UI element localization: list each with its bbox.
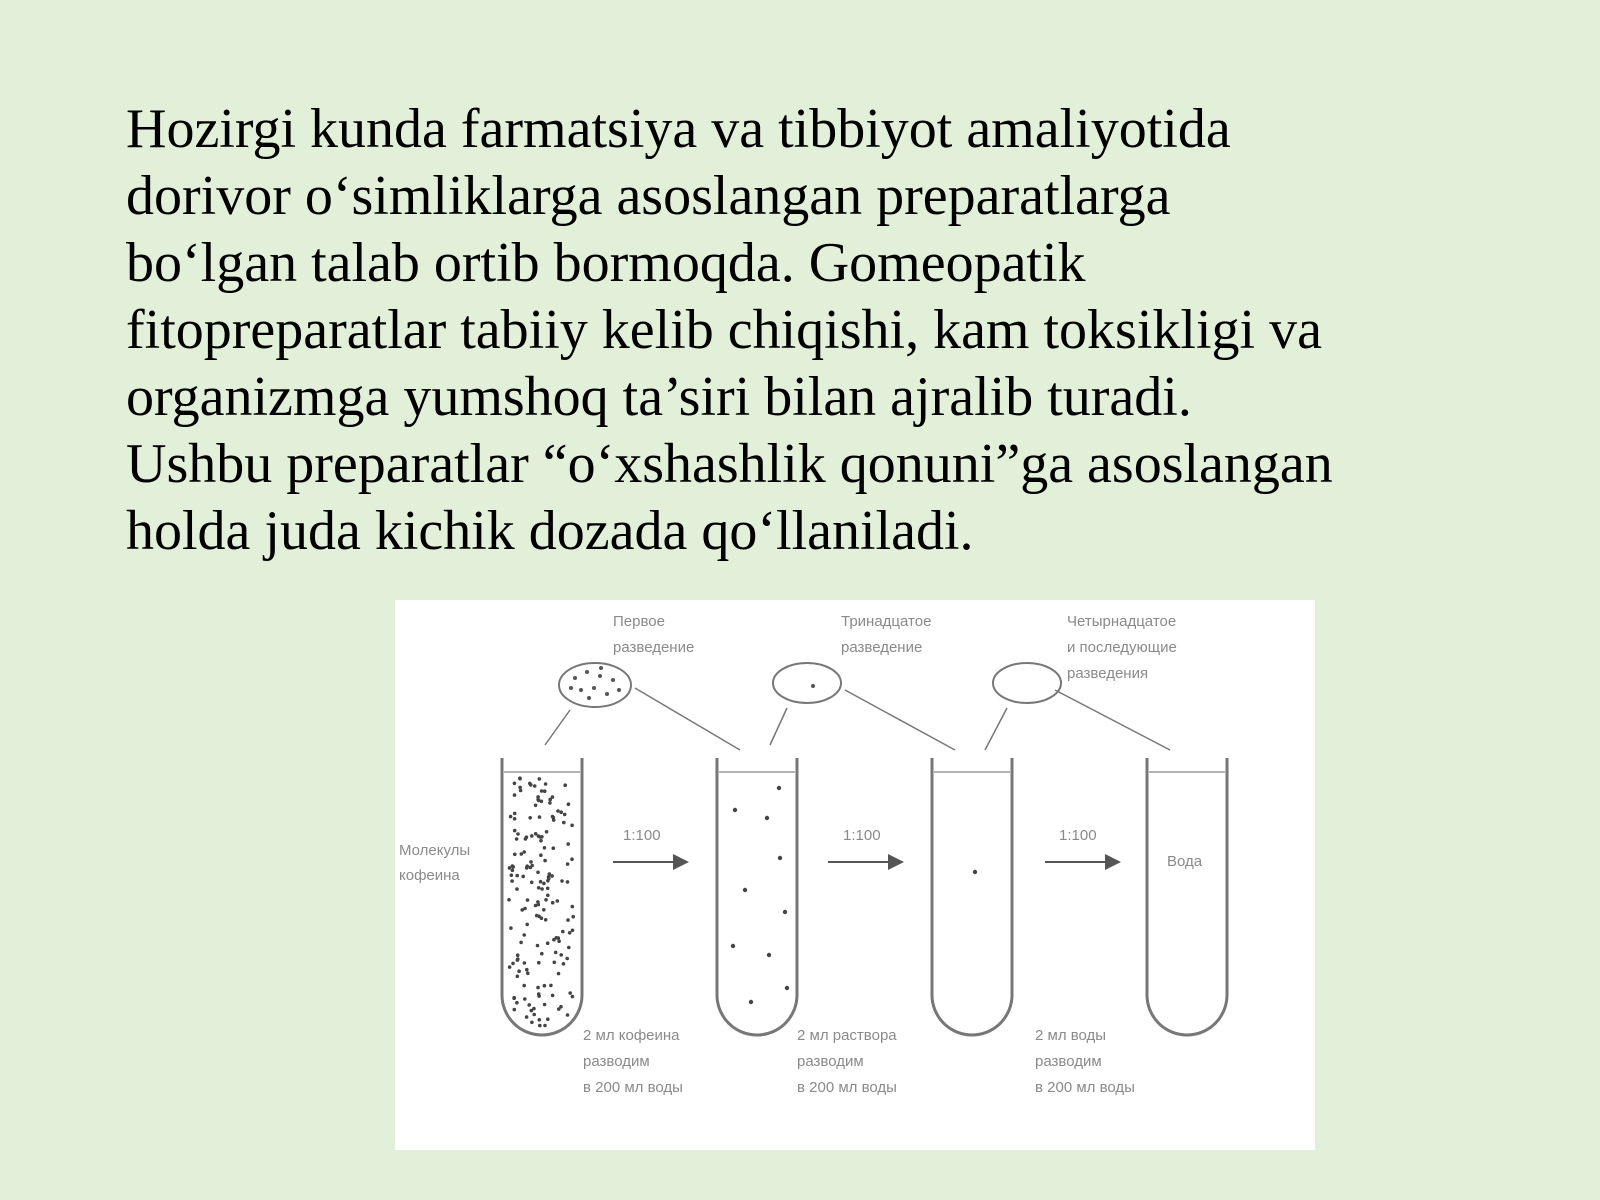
molecule-dot — [556, 899, 560, 903]
molecule-dot — [543, 1024, 547, 1028]
molecule-dot — [509, 926, 513, 930]
molecule-dot — [557, 972, 561, 976]
molecule-dot — [542, 882, 546, 886]
molecule-dot — [537, 886, 541, 890]
text-line: fitopreparatlar tabiiy kelib chiqishi, kam toksikligi va — [126, 299, 1322, 361]
molecule-dot — [510, 873, 514, 877]
molecule-dot — [553, 961, 557, 965]
molecule-dot — [536, 900, 540, 904]
molecule-dot — [528, 816, 532, 820]
molecule-dot — [561, 930, 565, 934]
molecule-dot — [544, 918, 548, 922]
molecule-dot — [536, 798, 540, 802]
molecule-dot — [546, 894, 550, 898]
molecule-dot — [546, 887, 550, 891]
thirteenth-dilution-label-line1: Тринадцатое — [841, 613, 932, 630]
bottom-label-2-line2: разводим — [797, 1053, 864, 1070]
molecule-dot — [538, 835, 542, 839]
molecule-dot — [566, 880, 570, 884]
bottom-label-1-line3: в 200 мл воды — [583, 1079, 683, 1096]
fourteenth-dilution-label-line1: Четырнадцатое — [1067, 613, 1177, 630]
molecule-dot — [551, 901, 555, 905]
molecule-dot — [513, 829, 517, 833]
molecule-dot — [529, 783, 533, 787]
molecule-dot — [548, 872, 552, 876]
molecule-dot — [546, 1017, 550, 1021]
dilution-diagram-svg — [395, 600, 1315, 1150]
molecule-dot — [539, 839, 543, 843]
test-tube-2 — [717, 758, 797, 1035]
molecule-dot — [540, 952, 544, 956]
molecule-dot — [522, 984, 526, 988]
molecule-dot — [554, 951, 558, 955]
bottom-label-1-line2: разводим — [583, 1053, 650, 1070]
molecule-dot — [539, 880, 543, 884]
molecule-dot — [563, 813, 567, 817]
molecule-dot — [522, 933, 526, 937]
bottom-label-3-line2: разводим — [1035, 1053, 1102, 1070]
molecule-dot — [566, 1013, 570, 1017]
molecule-dot — [529, 860, 533, 864]
molecule-dot — [536, 871, 540, 875]
molecule-dot — [568, 931, 572, 935]
molecule-dot — [566, 862, 570, 866]
molecule-dot — [513, 812, 517, 816]
molecule-dot — [537, 992, 541, 996]
molecule-dot — [543, 1003, 547, 1007]
molecule-dot — [525, 923, 529, 927]
molecule-dot — [552, 818, 556, 822]
caffeine-molecules — [507, 776, 575, 1027]
molecule-dot — [538, 1018, 542, 1022]
molecule-dot — [523, 907, 527, 911]
molecule-dot — [559, 810, 563, 814]
molecule-dot — [545, 830, 549, 834]
molecule-dot — [539, 853, 543, 857]
molecule-dot — [513, 782, 517, 786]
molecule-dot — [567, 802, 571, 806]
molecule-dot — [543, 859, 547, 863]
molecule-dot — [530, 1021, 534, 1025]
molecule-dot — [551, 815, 555, 819]
molecule-dot — [544, 898, 548, 902]
magnifier-ellipse-1 — [559, 663, 631, 707]
molecule-dot — [548, 798, 552, 802]
molecule-dot — [538, 1024, 542, 1028]
molecule-dot — [536, 986, 540, 990]
molecule-dot — [562, 962, 566, 966]
molecule-dot — [516, 953, 520, 957]
fourteenth-dilution-label-line2: и последующие — [1067, 639, 1177, 656]
text-line: dorivor o‘simliklarga asoslangan preparatlarga — [126, 165, 1171, 227]
molecule-dot — [538, 777, 542, 781]
molecule-dot — [551, 994, 555, 998]
slide-body-text — [126, 96, 1566, 565]
molecule-dot — [540, 800, 544, 804]
molecule-dot — [543, 846, 547, 850]
molecule-dot — [525, 968, 529, 972]
molecule-dot — [534, 904, 538, 908]
molecule-dot — [559, 953, 563, 957]
molecule-dot — [526, 898, 530, 902]
diluted-molecules — [731, 786, 789, 1004]
molecule-dot — [565, 957, 569, 961]
molecule-dot — [519, 941, 523, 945]
single-molecule — [973, 870, 977, 874]
molecules-label-line1: Молекулы — [399, 842, 471, 859]
text-line: holda juda kichik dozada qo‘llaniladi. — [126, 500, 974, 562]
ratio-label-2: 1:100 — [843, 827, 881, 844]
ratio-label-1: 1:100 — [623, 827, 661, 844]
text-line: bo‘lgan talab ortib bormoqda. Gomeopatik — [126, 232, 1086, 294]
molecule-dot — [556, 809, 560, 813]
molecule-dot — [557, 939, 561, 943]
molecule-dot — [515, 1001, 519, 1005]
molecule-dot — [532, 1013, 536, 1017]
molecules-label-line2: кофеина — [399, 867, 460, 884]
molecule-dot — [529, 866, 533, 870]
molecule-dot — [525, 864, 529, 868]
molecule-dot — [544, 782, 548, 786]
molecule-dot — [516, 957, 520, 961]
molecule-dot — [521, 875, 525, 879]
molecule-dot — [511, 869, 515, 873]
bottom-label-2-line3: в 200 мл воды — [797, 1079, 897, 1096]
molecule-dot — [526, 972, 530, 976]
molecule-dot — [540, 789, 544, 793]
magnifier-dots-1 — [569, 666, 621, 700]
molecule-dot — [507, 898, 511, 902]
first-dilution-label-line1: Первое — [613, 613, 665, 630]
thirteenth-dilution-label-line2: разведение — [841, 639, 923, 656]
molecule-dot — [510, 879, 514, 883]
molecule-dot — [523, 961, 527, 965]
molecule-dot — [566, 918, 570, 922]
fourteenth-dilution-label-line3: разведения — [1067, 665, 1149, 682]
molecule-dot — [570, 824, 574, 828]
bottom-label-2-line1: 2 мл раствора — [797, 1027, 897, 1044]
first-dilution-label-line2: разведение — [613, 639, 695, 656]
molecule-dot — [536, 944, 540, 948]
magnifier-ellipse-3 — [993, 663, 1061, 703]
test-tube-4 — [1147, 758, 1227, 1035]
molecule-dot — [519, 789, 523, 793]
molecule-dot — [555, 936, 559, 940]
molecule-dot — [562, 821, 566, 825]
molecule-dot — [571, 929, 575, 933]
molecule-dot — [527, 1003, 531, 1007]
molecule-dot — [570, 857, 574, 861]
molecule-dot — [560, 879, 564, 883]
molecule-dot — [513, 853, 517, 857]
molecule-dot — [515, 874, 519, 878]
text-line: Ushbu preparatlar “o‘xshashlik qonuni”ga asoslangan — [126, 433, 1333, 495]
bottom-label-3-line3: в 200 мл воды — [1035, 1079, 1135, 1096]
molecule-dot — [515, 837, 519, 841]
molecule-dot — [525, 1015, 529, 1019]
molecule-dot — [540, 887, 544, 891]
molecule-dot — [530, 834, 534, 838]
molecule-dot — [518, 786, 522, 790]
water-label: Вода — [1167, 853, 1203, 870]
text-line: organizmga yumshoq ta’siri bilan ajralib turadi. — [126, 366, 1192, 428]
molecule-dot — [520, 852, 524, 856]
molecule-dot — [511, 962, 515, 966]
molecule-dot — [534, 804, 538, 808]
molecule-dot — [552, 846, 556, 850]
ratio-label-3: 1:100 — [1059, 827, 1097, 844]
molecule-dot — [508, 965, 512, 969]
molecule-dot — [537, 915, 541, 919]
molecule-dot — [511, 864, 515, 868]
molecule-dot — [557, 1007, 561, 1011]
molecule-dot — [518, 777, 522, 781]
molecule-dot — [568, 991, 572, 995]
molecule-dot — [571, 995, 575, 999]
molecule-dot — [546, 941, 550, 945]
molecule-dot — [543, 984, 547, 988]
molecule-dot — [515, 887, 519, 891]
molecule-dot — [548, 801, 552, 805]
molecule-dot — [513, 793, 517, 797]
molecule-dot — [543, 789, 547, 793]
magnifier-ellipse-2 — [773, 663, 841, 703]
bottom-label-1-line1: 2 мл кофеина — [583, 1027, 680, 1044]
molecule-dot — [571, 915, 575, 919]
molecule-dot — [516, 832, 520, 836]
molecule-dot — [516, 975, 520, 979]
text-line: Hozirgi kunda farmatsiya va tibbiyot amaliyotida — [126, 98, 1231, 160]
molecule-dot — [513, 1008, 517, 1012]
magnifier-dot-2 — [811, 684, 815, 688]
bottom-label-3-line1: 2 мл воды — [1035, 1027, 1107, 1044]
molecule-dot — [537, 961, 541, 965]
molecule-dot — [534, 832, 538, 836]
molecule-dot — [549, 984, 553, 988]
molecule-dot — [517, 969, 521, 973]
pointer-lines — [545, 688, 1170, 750]
test-tube-3 — [932, 758, 1012, 1035]
molecule-dot — [567, 946, 571, 950]
molecule-dot — [530, 881, 534, 885]
molecule-dot — [566, 842, 570, 846]
molecule-dot — [563, 783, 567, 787]
molecule-dot — [524, 837, 528, 841]
dilution-diagram — [395, 600, 1315, 1150]
molecule-dot — [532, 1007, 536, 1011]
molecule-dot — [538, 815, 542, 819]
molecule-dot — [523, 997, 527, 1001]
molecule-dot — [513, 817, 517, 821]
molecule-dot — [542, 908, 546, 912]
molecule-dot — [509, 815, 513, 819]
molecule-dot — [571, 905, 575, 909]
molecule-dot — [533, 784, 537, 788]
molecule-dot — [512, 997, 516, 1001]
